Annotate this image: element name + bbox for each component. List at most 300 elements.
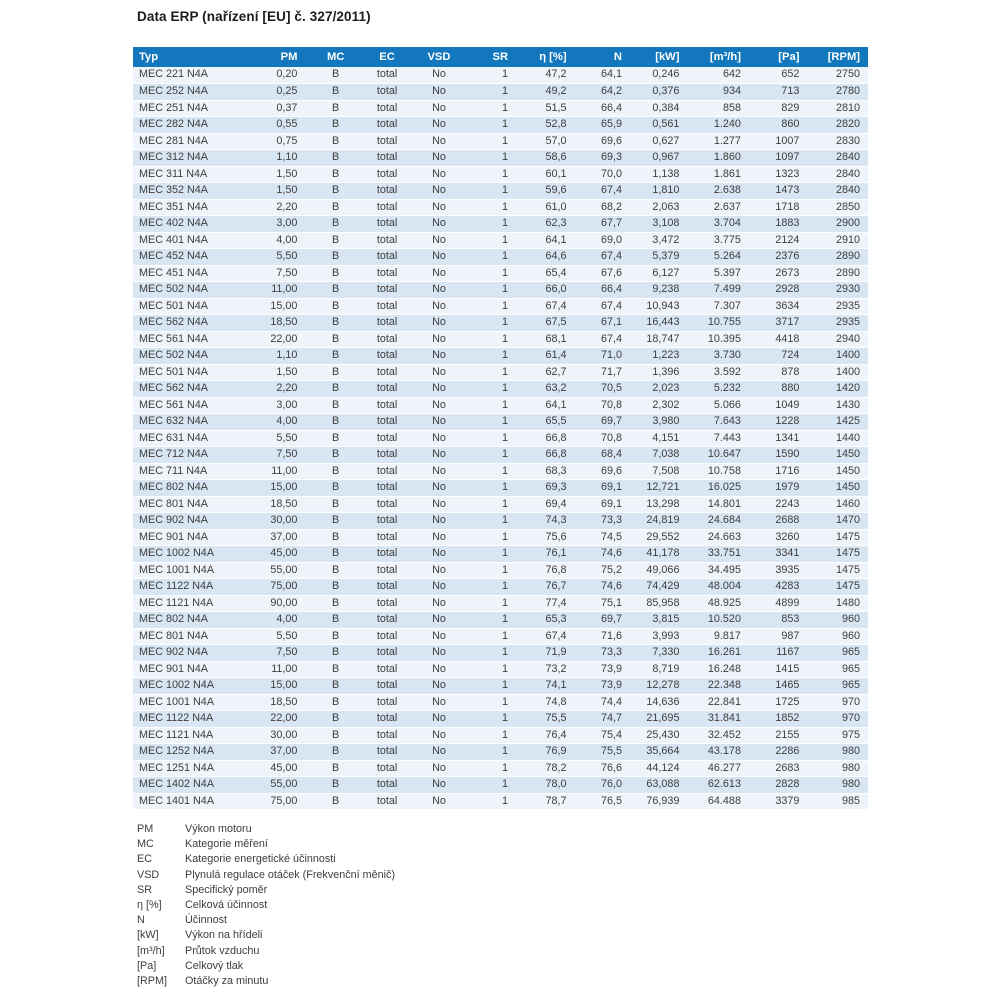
table-row [133,315,868,332]
table-cell: 52,8 [512,117,572,134]
table-cell: 3260 [747,529,805,546]
table-cell: 980 [805,744,868,761]
table-cell: 65,5 [512,414,572,431]
table-cell: 2840 [805,150,868,167]
table-cell: total [362,562,412,579]
table-cell: 1 [466,447,512,464]
table-cell: No [412,777,465,794]
table-cell: 1415 [747,661,805,678]
table-cell: 10.758 [685,463,747,480]
legend-key: VSD [137,868,160,881]
table-cell: 1718 [747,199,805,216]
legend-key: [Pa] [137,959,157,972]
column-header: SR [466,47,512,67]
legend-row [137,974,395,989]
table-cell: 62,7 [512,364,572,381]
table-cell: MEC 451 N4A [133,265,252,282]
table-cell: No [412,496,465,513]
table-cell: No [412,348,465,365]
table-cell: 63,088 [628,777,685,794]
column-header: EC [362,47,412,67]
table-cell: 7.443 [685,430,747,447]
table-cell: 11,00 [252,282,309,299]
table-cell: B [309,298,361,315]
table-cell: 7,50 [252,265,309,282]
table-cell: 0,384 [628,100,685,117]
table-cell: total [362,216,412,233]
table-cell: 4899 [747,595,805,612]
table-cell: total [362,84,412,101]
table-cell: No [412,414,465,431]
table-cell: MEC 1252 N4A [133,744,252,761]
table-row [133,249,868,266]
table-cell: B [309,117,361,134]
table-cell: 1.277 [685,133,747,150]
table-cell: 2780 [805,84,868,101]
table-cell: total [362,546,412,563]
table-cell: 2,063 [628,199,685,216]
table-row [133,744,868,761]
table-cell: 860 [747,117,805,134]
table-cell: 1 [466,463,512,480]
table-cell: 71,9 [512,645,572,662]
table-cell: 1450 [805,447,868,464]
table-cell: 76,1 [512,546,572,563]
table-cell: 1 [466,249,512,266]
table-cell: 1 [466,529,512,546]
table-cell: MEC 251 N4A [133,100,252,117]
table-cell: 960 [805,628,868,645]
table-cell: 0,25 [252,84,309,101]
table-cell: No [412,694,465,711]
table-cell: 44,124 [628,760,685,777]
table-cell: No [412,133,465,150]
table-cell: 1440 [805,430,868,447]
column-header: [m³/h] [685,47,747,67]
table-row [133,711,868,728]
table-cell: 66,4 [573,100,628,117]
table-cell: 1 [466,331,512,348]
table-cell: 7,508 [628,463,685,480]
table-cell: No [412,100,465,117]
column-header: [Pa] [747,47,805,67]
table-row [133,463,868,480]
table-cell: 2900 [805,216,868,233]
table-cell: MEC 801 N4A [133,628,252,645]
table-cell: 49,066 [628,562,685,579]
table-cell: 16.248 [685,661,747,678]
table-cell: 3634 [747,298,805,315]
table-cell: total [362,183,412,200]
table-cell: 1475 [805,546,868,563]
table-cell: 65,9 [573,117,628,134]
table-cell: B [309,100,361,117]
legend-key: EC [137,853,152,866]
table-row [133,133,868,150]
table-cell: 1473 [747,183,805,200]
table-row [133,661,868,678]
table-cell: 69,6 [573,463,628,480]
table-cell: 1716 [747,463,805,480]
table-cell: 51,5 [512,100,572,117]
table-row [133,414,868,431]
table-cell: total [362,447,412,464]
table-cell: 45,00 [252,546,309,563]
table-cell: MEC 351 N4A [133,199,252,216]
table-cell: 2840 [805,183,868,200]
table-cell: 1420 [805,381,868,398]
table-cell: 2124 [747,232,805,249]
table-cell: No [412,529,465,546]
table-cell: total [362,166,412,183]
table-cell: 22,00 [252,331,309,348]
table-cell: 1 [466,678,512,695]
table-cell: 0,627 [628,133,685,150]
table-cell: 3717 [747,315,805,332]
table-cell: B [309,513,361,530]
table-cell: 1,810 [628,183,685,200]
table-cell: 6,127 [628,265,685,282]
table-cell: No [412,727,465,744]
table-cell: No [412,463,465,480]
table-cell: 1341 [747,430,805,447]
legend-key: η [%] [137,898,162,911]
table-row [133,480,868,497]
table-cell: MEC 801 N4A [133,496,252,513]
table-cell: 1 [466,364,512,381]
table-cell: B [309,496,361,513]
table-row [133,579,868,596]
table-cell: 1450 [805,463,868,480]
table-cell: B [309,447,361,464]
table-cell: B [309,397,361,414]
table-cell: 75,00 [252,579,309,596]
table-cell: 73,2 [512,661,572,678]
table-cell: 78,7 [512,793,572,810]
table-cell: 724 [747,348,805,365]
table-cell: 11,00 [252,661,309,678]
table-cell: 22.841 [685,694,747,711]
table-cell: B [309,67,361,84]
table-cell: total [362,760,412,777]
table-cell: total [362,496,412,513]
legend-description: Specifický poměr [185,883,268,896]
table-cell: 1,10 [252,150,309,167]
table-cell: 1 [466,645,512,662]
table-cell: B [309,133,361,150]
table-cell: 16.261 [685,645,747,662]
table-cell: 74,4 [573,694,628,711]
table-row [133,331,868,348]
table-cell: total [362,678,412,695]
table-cell: 1 [466,282,512,299]
table-cell: MEC 282 N4A [133,117,252,134]
table-cell: 3,00 [252,397,309,414]
table-cell: No [412,381,465,398]
table-cell: 0,561 [628,117,685,134]
table-cell: 48.925 [685,595,747,612]
table-cell: 67,4 [512,628,572,645]
table-cell: 63,2 [512,381,572,398]
table-row [133,397,868,414]
table-cell: 69,0 [573,232,628,249]
table-cell: MEC 802 N4A [133,480,252,497]
legend-row [137,837,395,852]
table-cell: MEC 501 N4A [133,364,252,381]
table-cell: 2910 [805,232,868,249]
table-cell: 67,4 [573,249,628,266]
legend-description: Kategorie měření [185,838,268,851]
column-header: PM [252,47,309,67]
table-cell: 18,50 [252,315,309,332]
table-cell: 7,50 [252,645,309,662]
table-cell: 0,75 [252,133,309,150]
table-cell: 9.817 [685,628,747,645]
table-cell: 2940 [805,331,868,348]
table-cell: No [412,447,465,464]
table-cell: 2.637 [685,199,747,216]
table-cell: total [362,397,412,414]
table-row [133,364,868,381]
table-cell: 1480 [805,595,868,612]
table-cell: 1590 [747,447,805,464]
table-cell: 1470 [805,513,868,530]
table-cell: 1 [466,661,512,678]
table-cell: 62,3 [512,216,572,233]
table-cell: No [412,546,465,563]
table-cell: 1725 [747,694,805,711]
table-cell: 5.264 [685,249,747,266]
table-cell: 1 [466,315,512,332]
table-cell: 7,330 [628,645,685,662]
table-cell: 1323 [747,166,805,183]
legend-key: SR [137,883,152,896]
table-row [133,694,868,711]
table-cell: 5,50 [252,430,309,447]
table-cell: MEC 1001 N4A [133,694,252,711]
table-cell: 15,00 [252,480,309,497]
table-cell: 1,223 [628,348,685,365]
table-cell: 1 [466,496,512,513]
table-cell: B [309,166,361,183]
table-cell: 67,4 [512,298,572,315]
table-cell: B [309,364,361,381]
table-cell: MEC 1401 N4A [133,793,252,810]
table-cell: 1 [466,117,512,134]
table-cell: 960 [805,612,868,629]
table-cell: 3.730 [685,348,747,365]
table-row [133,232,868,249]
table-row [133,678,868,695]
table-cell: 2673 [747,265,805,282]
header-row [133,47,868,67]
table-cell: No [412,315,465,332]
table-cell: No [412,84,465,101]
table-cell: 987 [747,628,805,645]
table-cell: 68,4 [573,447,628,464]
column-header: N [573,47,628,67]
table-cell: 2243 [747,496,805,513]
table-cell: 76,5 [573,793,628,810]
table-cell: 71,7 [573,364,628,381]
table-cell: 1425 [805,414,868,431]
table-cell: 2840 [805,166,868,183]
table-cell: 1 [466,216,512,233]
table-cell: No [412,480,465,497]
table-cell: 1 [466,694,512,711]
table-cell: B [309,612,361,629]
table-cell: 73,3 [573,513,628,530]
table-cell: 7.643 [685,414,747,431]
table-cell: 0,967 [628,150,685,167]
table-cell: MEC 901 N4A [133,661,252,678]
table-cell: 1,50 [252,364,309,381]
table-cell: total [362,480,412,497]
table-cell: No [412,645,465,662]
table-cell: 31.841 [685,711,747,728]
table-cell: 45,00 [252,760,309,777]
table-cell: 4283 [747,579,805,596]
table-cell: 2850 [805,199,868,216]
table-cell: 1430 [805,397,868,414]
table-cell: 4,151 [628,430,685,447]
table-cell: 5,50 [252,249,309,266]
table-cell: 8,719 [628,661,685,678]
table-cell: 2820 [805,117,868,134]
table-cell: 18,747 [628,331,685,348]
table-cell: 22.348 [685,678,747,695]
table-cell: 965 [805,678,868,695]
table-cell: total [362,595,412,612]
table-cell: 64,6 [512,249,572,266]
table-cell: 1400 [805,364,868,381]
table-cell: 37,00 [252,529,309,546]
legend-key: PM [137,823,154,835]
table-cell: total [362,117,412,134]
table-cell: 980 [805,760,868,777]
table-cell: 24.684 [685,513,747,530]
table-cell: 75,00 [252,793,309,810]
table-cell: B [309,216,361,233]
table-cell: 67,4 [573,183,628,200]
table-cell: 61,4 [512,348,572,365]
table-cell: total [362,282,412,299]
table-cell: 64,1 [512,232,572,249]
table-cell: 24,819 [628,513,685,530]
table-cell: 66,8 [512,430,572,447]
table-cell: B [309,430,361,447]
table-cell: B [309,579,361,596]
table-cell: total [362,298,412,315]
table-cell: B [309,480,361,497]
table-cell: MEC 1002 N4A [133,678,252,695]
table-cell: 10.647 [685,447,747,464]
table-cell: 3,108 [628,216,685,233]
table-cell: total [362,513,412,530]
table-cell: 7,038 [628,447,685,464]
table-row [133,595,868,612]
table-cell: No [412,282,465,299]
table-cell: 69,4 [512,496,572,513]
legend-description: Celková účinnost [185,898,268,911]
table-cell: 15,00 [252,678,309,695]
table-row [133,117,868,134]
table-cell: No [412,595,465,612]
table-cell: 3.704 [685,216,747,233]
table-cell: 47,2 [512,67,572,84]
table-cell: MEC 1402 N4A [133,777,252,794]
table-cell: total [362,777,412,794]
table-cell: 2928 [747,282,805,299]
table-cell: 18,50 [252,694,309,711]
table-row [133,612,868,629]
table-row [133,513,868,530]
table-cell: 1007 [747,133,805,150]
table-cell: 74,3 [512,513,572,530]
table-cell: No [412,562,465,579]
page-title: Data ERP (nařízení [EU] č. 327/2011) [137,9,371,24]
table-cell: 1 [466,133,512,150]
table-cell: B [309,315,361,332]
table-cell: B [309,265,361,282]
table-cell: 2.638 [685,183,747,200]
table-cell: 3.775 [685,232,747,249]
table-cell: total [362,463,412,480]
table-cell: 33.751 [685,546,747,563]
table-cell: 880 [747,381,805,398]
table-cell: B [309,546,361,563]
table-cell: 41,178 [628,546,685,563]
table-cell: 25,430 [628,727,685,744]
table-cell: 1475 [805,579,868,596]
table-cell: total [362,232,412,249]
table-cell: MEC 502 N4A [133,348,252,365]
table-cell: 75,5 [573,744,628,761]
table-cell: 1 [466,793,512,810]
table-cell: 30,00 [252,513,309,530]
table-cell: 5.232 [685,381,747,398]
table-cell: 66,4 [573,282,628,299]
table-cell: 1475 [805,529,868,546]
table-cell: total [362,199,412,216]
table-cell: 64.488 [685,793,747,810]
table-cell: 1.240 [685,117,747,134]
table-cell: 5.397 [685,265,747,282]
table-cell: MEC 902 N4A [133,645,252,662]
table-cell: total [362,364,412,381]
table-cell: 75,6 [512,529,572,546]
legend-description: Kategorie energetické účinnosti [185,853,336,866]
table-cell: 2683 [747,760,805,777]
table-cell: 965 [805,645,868,662]
table-cell: 78,2 [512,760,572,777]
column-header: MC [309,47,361,67]
table-cell: 4,00 [252,232,309,249]
table-cell: B [309,711,361,728]
table-cell: 1465 [747,678,805,695]
table-row [133,67,868,84]
table-cell: B [309,694,361,711]
table-cell: MEC 712 N4A [133,447,252,464]
table-cell: No [412,67,465,84]
table-cell: total [362,645,412,662]
table-cell: 29,552 [628,529,685,546]
table-cell: 73,9 [573,678,628,695]
table-cell: No [412,612,465,629]
table-cell: 970 [805,711,868,728]
table-cell: MEC 402 N4A [133,216,252,233]
table-cell: 1,138 [628,166,685,183]
